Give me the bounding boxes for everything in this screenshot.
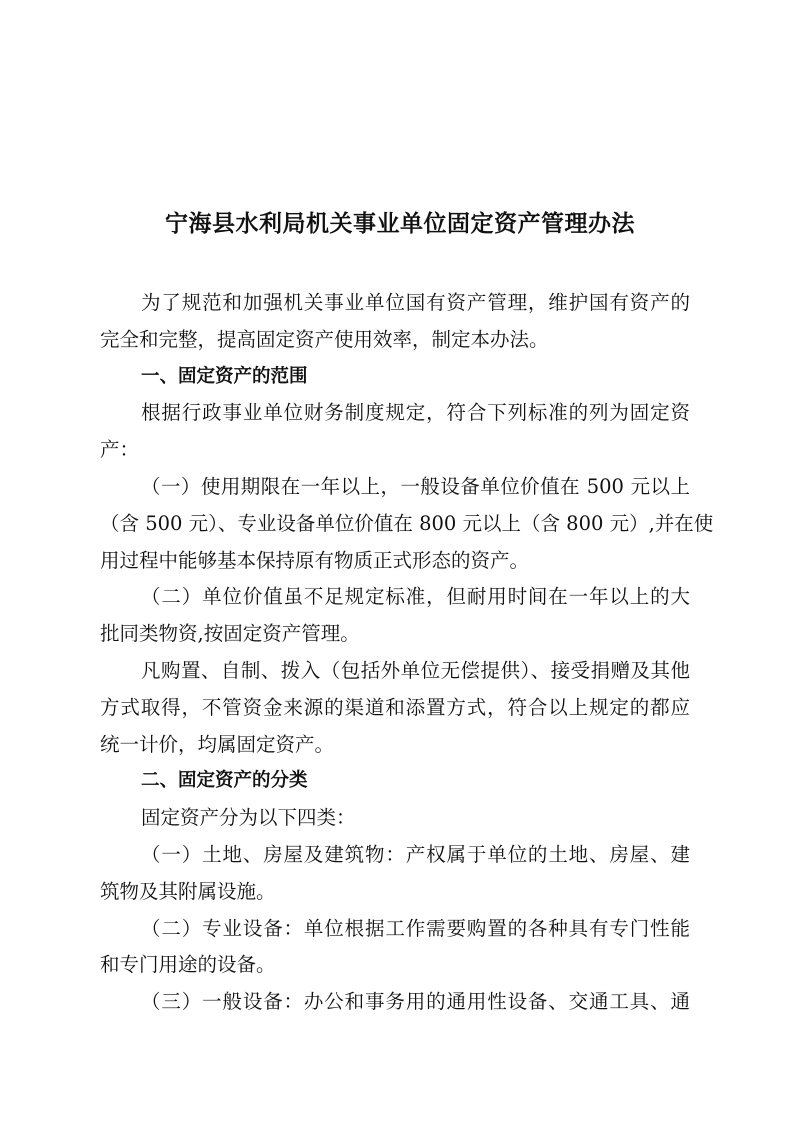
paragraph-line: 为了规范和加强机关事业单位国有资产管理，维护国有资产的 <box>141 291 690 314</box>
paragraph-line: （三）一般设备：办公和事务用的通用性设备、交通工具、通 <box>141 990 690 1014</box>
paragraph-line: （含 500 元）、专业设备单位价值在 800 元以上（含 800 元）,并在使 <box>100 511 714 535</box>
paragraph-line: （二）专业设备：单位根据工作需要购置的各种具有专门性能 <box>141 916 690 940</box>
section-heading: 二、固定资产的分类 <box>141 770 308 792</box>
document-body <box>100 285 714 1021</box>
paragraph-line: 统一计价，均属固定资产。 <box>100 732 335 756</box>
paragraph-line: 筑物及其附属设施。 <box>100 879 276 903</box>
paragraph-line: 批同类物资,按固定资产管理。 <box>100 622 360 646</box>
document-title: 宁海县水利局机关事业单位固定资产管理办法 <box>165 211 635 237</box>
paragraph-line: 产： <box>100 438 140 462</box>
section-heading: 一、固定资产的范围 <box>141 365 308 387</box>
paragraph-line: 根据行政事业单位财务制度规定，符合下列标准的列为固定资 <box>141 401 690 425</box>
paragraph-line: （一）土地、房屋及建筑物：产权属于单位的土地、房屋、建 <box>141 842 690 866</box>
paragraph-line: 固定资产分为以下四类： <box>141 806 356 830</box>
paragraph-line: 用过程中能够基本保持原有物质正式形态的资产。 <box>100 548 530 572</box>
paragraph-line: 方式取得，不管资金来源的渠道和添置方式，符合以上规定的都应 <box>100 695 690 719</box>
paragraph-line: 和专门用途的设备。 <box>100 953 276 977</box>
paragraph-line: （一）使用期限在一年以上，一般设备单位价值在 500 元以上 <box>141 474 690 498</box>
paragraph-line: 凡购置、自制、拨入（包括外单位无偿提供）、接受捐赠及其他 <box>141 658 690 682</box>
paragraph-line: （二）单位价值虽不足规定标准，但耐用时间在一年以上的大 <box>141 585 690 609</box>
paragraph-line: 完全和完整，提高固定资产使用效率，制定本办法。 <box>100 327 549 351</box>
